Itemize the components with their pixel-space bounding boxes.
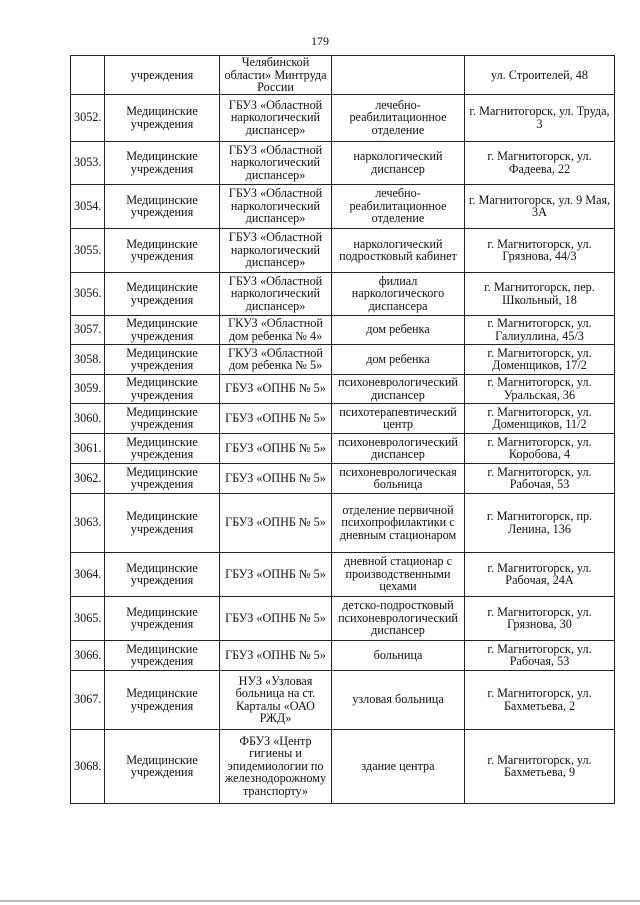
organization-name-cell: ГКУЗ «Областной дом ребенка № 5» [220, 344, 332, 374]
address-cell: г. Магнитогорск, ул. Уральская, 36 [465, 374, 615, 403]
address-cell: г. Магнитогорск, ул. Доменщиков, 17/2 [465, 344, 615, 374]
unit-type-cell: больница [332, 640, 465, 670]
organization-name-cell: ФБУЗ «Центр гигиены и эпидемиологии по железнодорожному транспорту» [220, 729, 332, 803]
unit-type-cell: детско-подростковый психоневрологический диспансер [332, 596, 465, 640]
address-cell: ул. Строителей, 48 [465, 56, 615, 95]
organization-name-cell: Челябинской области» Минтруда России [220, 56, 332, 95]
table-row [71, 403, 615, 433]
organization-name-cell: ГБУЗ «Областной наркологический диспансер» [220, 184, 332, 228]
row-number-cell: 3066. [71, 640, 105, 670]
table-row [71, 315, 615, 344]
institution-category-cell: учреждения [105, 56, 220, 95]
unit-type-cell: психотерапевтический центр [332, 403, 465, 433]
unit-type-cell: отделение первичной психопрофилактики с дневным стационаром [332, 493, 465, 552]
table-row [71, 729, 615, 803]
table-row [71, 640, 615, 670]
unit-type-cell: психоневрологическая больница [332, 463, 465, 493]
organization-name-cell: НУЗ «Узловая больница на ст. Карталы «ОАО РЖД» [220, 670, 332, 729]
table-row [71, 670, 615, 729]
organization-name-cell: ГБУЗ «ОПНБ № 5» [220, 552, 332, 596]
organization-name-cell: ГБУЗ «Областной наркологический диспансер» [220, 94, 332, 141]
row-number-cell: 3062. [71, 463, 105, 493]
unit-type-cell: лечебно-реабилитационное отделение [332, 94, 465, 141]
institution-category-cell: Медицинские учреждения [105, 670, 220, 729]
institution-category-cell: Медицинские учреждения [105, 141, 220, 184]
table-row [71, 94, 615, 141]
address-cell: г. Магнитогорск, ул. 9 Мая, 3А [465, 184, 615, 228]
address-cell: г. Магнитогорск, ул. Галиуллина, 45/3 [465, 315, 615, 344]
page-number: 179 [311, 34, 329, 48]
address-cell: г. Магнитогорск, ул. Бахметьева, 9 [465, 729, 615, 803]
page-bottom-rule [0, 900, 640, 902]
address-cell: г. Магнитогорск, ул. Рабочая, 24А [465, 552, 615, 596]
unit-type-cell: лечебно-реабилитационное отделение [332, 184, 465, 228]
row-number-cell: 3064. [71, 552, 105, 596]
organization-name-cell: ГБУЗ «Областной наркологический диспансер» [220, 228, 332, 272]
address-cell: г. Магнитогорск, ул. Рабочая, 53 [465, 640, 615, 670]
institution-category-cell: Медицинские учреждения [105, 315, 220, 344]
unit-type-cell: психоневрологический диспансер [332, 374, 465, 403]
address-cell: г. Магнитогорск, ул. Фадеева, 22 [465, 141, 615, 184]
row-number-cell: 3059. [71, 374, 105, 403]
registry-table-body [71, 56, 615, 804]
row-number-cell: 3061. [71, 433, 105, 463]
institution-category-cell: Медицинские учреждения [105, 374, 220, 403]
institution-category-cell: Медицинские учреждения [105, 493, 220, 552]
institution-category-cell: Медицинские учреждения [105, 403, 220, 433]
table-row [71, 493, 615, 552]
unit-type-cell: здание центра [332, 729, 465, 803]
unit-type-cell: филиал наркологического диспансера [332, 272, 465, 315]
unit-type-cell [332, 56, 465, 95]
address-cell: г. Магнитогорск, ул. Грязнова, 30 [465, 596, 615, 640]
organization-name-cell: ГБУЗ «ОПНБ № 5» [220, 374, 332, 403]
institution-category-cell: Медицинские учреждения [105, 94, 220, 141]
registry-table [70, 55, 615, 804]
table-row [71, 433, 615, 463]
table-row [71, 596, 615, 640]
address-cell: г. Магнитогорск, ул. Грязнова, 44/3 [465, 228, 615, 272]
table-row [71, 272, 615, 315]
address-cell: г. Магнитогорск, пр. Ленина, 136 [465, 493, 615, 552]
table-row [71, 184, 615, 228]
unit-type-cell: узловая больница [332, 670, 465, 729]
institution-category-cell: Медицинские учреждения [105, 228, 220, 272]
organization-name-cell: ГБУЗ «Областной наркологический диспансер» [220, 272, 332, 315]
address-cell: г. Магнитогорск, ул. Коробова, 4 [465, 433, 615, 463]
organization-name-cell: ГКУЗ «Областной дом ребенка № 4» [220, 315, 332, 344]
institution-category-cell: Медицинские учреждения [105, 596, 220, 640]
row-number-cell: 3055. [71, 228, 105, 272]
address-cell: г. Магнитогорск, ул. Бахметьева, 2 [465, 670, 615, 729]
organization-name-cell: ГБУЗ «ОПНБ № 5» [220, 403, 332, 433]
unit-type-cell: дневной стационар с производственными цехами [332, 552, 465, 596]
row-number-cell: 3057. [71, 315, 105, 344]
row-number-cell: 3058. [71, 344, 105, 374]
row-number-cell: 3054. [71, 184, 105, 228]
table-row [71, 344, 615, 374]
row-number-cell: 3052. [71, 94, 105, 141]
address-cell: г. Магнитогорск, ул. Труда, 3 [465, 94, 615, 141]
row-number-cell: 3065. [71, 596, 105, 640]
institution-category-cell: Медицинские учреждения [105, 272, 220, 315]
organization-name-cell: ГБУЗ «ОПНБ № 5» [220, 640, 332, 670]
institution-category-cell: Медицинские учреждения [105, 552, 220, 596]
table-row [71, 552, 615, 596]
row-number-cell: 3068. [71, 729, 105, 803]
row-number-cell: 3060. [71, 403, 105, 433]
table-row [71, 463, 615, 493]
row-number-cell: 3067. [71, 670, 105, 729]
organization-name-cell: ГБУЗ «ОПНБ № 5» [220, 433, 332, 463]
institution-category-cell: Медицинские учреждения [105, 463, 220, 493]
address-cell: г. Магнитогорск, ул. Доменщиков, 11/2 [465, 403, 615, 433]
organization-name-cell: ГБУЗ «ОПНБ № 5» [220, 493, 332, 552]
row-number-cell: 3053. [71, 141, 105, 184]
institution-category-cell: Медицинские учреждения [105, 184, 220, 228]
table-row [71, 141, 615, 184]
table-row [71, 374, 615, 403]
address-cell: г. Магнитогорск, ул. Рабочая, 53 [465, 463, 615, 493]
institution-category-cell: Медицинские учреждения [105, 433, 220, 463]
organization-name-cell: ГБУЗ «Областной наркологический диспансер» [220, 141, 332, 184]
institution-category-cell: Медицинские учреждения [105, 344, 220, 374]
row-number-cell [71, 56, 105, 95]
unit-type-cell: наркологический диспансер [332, 141, 465, 184]
organization-name-cell: ГБУЗ «ОПНБ № 5» [220, 596, 332, 640]
table-row [71, 228, 615, 272]
address-cell: г. Магнитогорск, пер. Школьный, 18 [465, 272, 615, 315]
table-row [71, 56, 615, 95]
row-number-cell: 3056. [71, 272, 105, 315]
organization-name-cell: ГБУЗ «ОПНБ № 5» [220, 463, 332, 493]
unit-type-cell: дом ребенка [332, 344, 465, 374]
row-number-cell: 3063. [71, 493, 105, 552]
unit-type-cell: дом ребенка [332, 315, 465, 344]
unit-type-cell: психоневрологический диспансер [332, 433, 465, 463]
institution-category-cell: Медицинские учреждения [105, 640, 220, 670]
unit-type-cell: наркологический подростковый кабинет [332, 228, 465, 272]
institution-category-cell: Медицинские учреждения [105, 729, 220, 803]
